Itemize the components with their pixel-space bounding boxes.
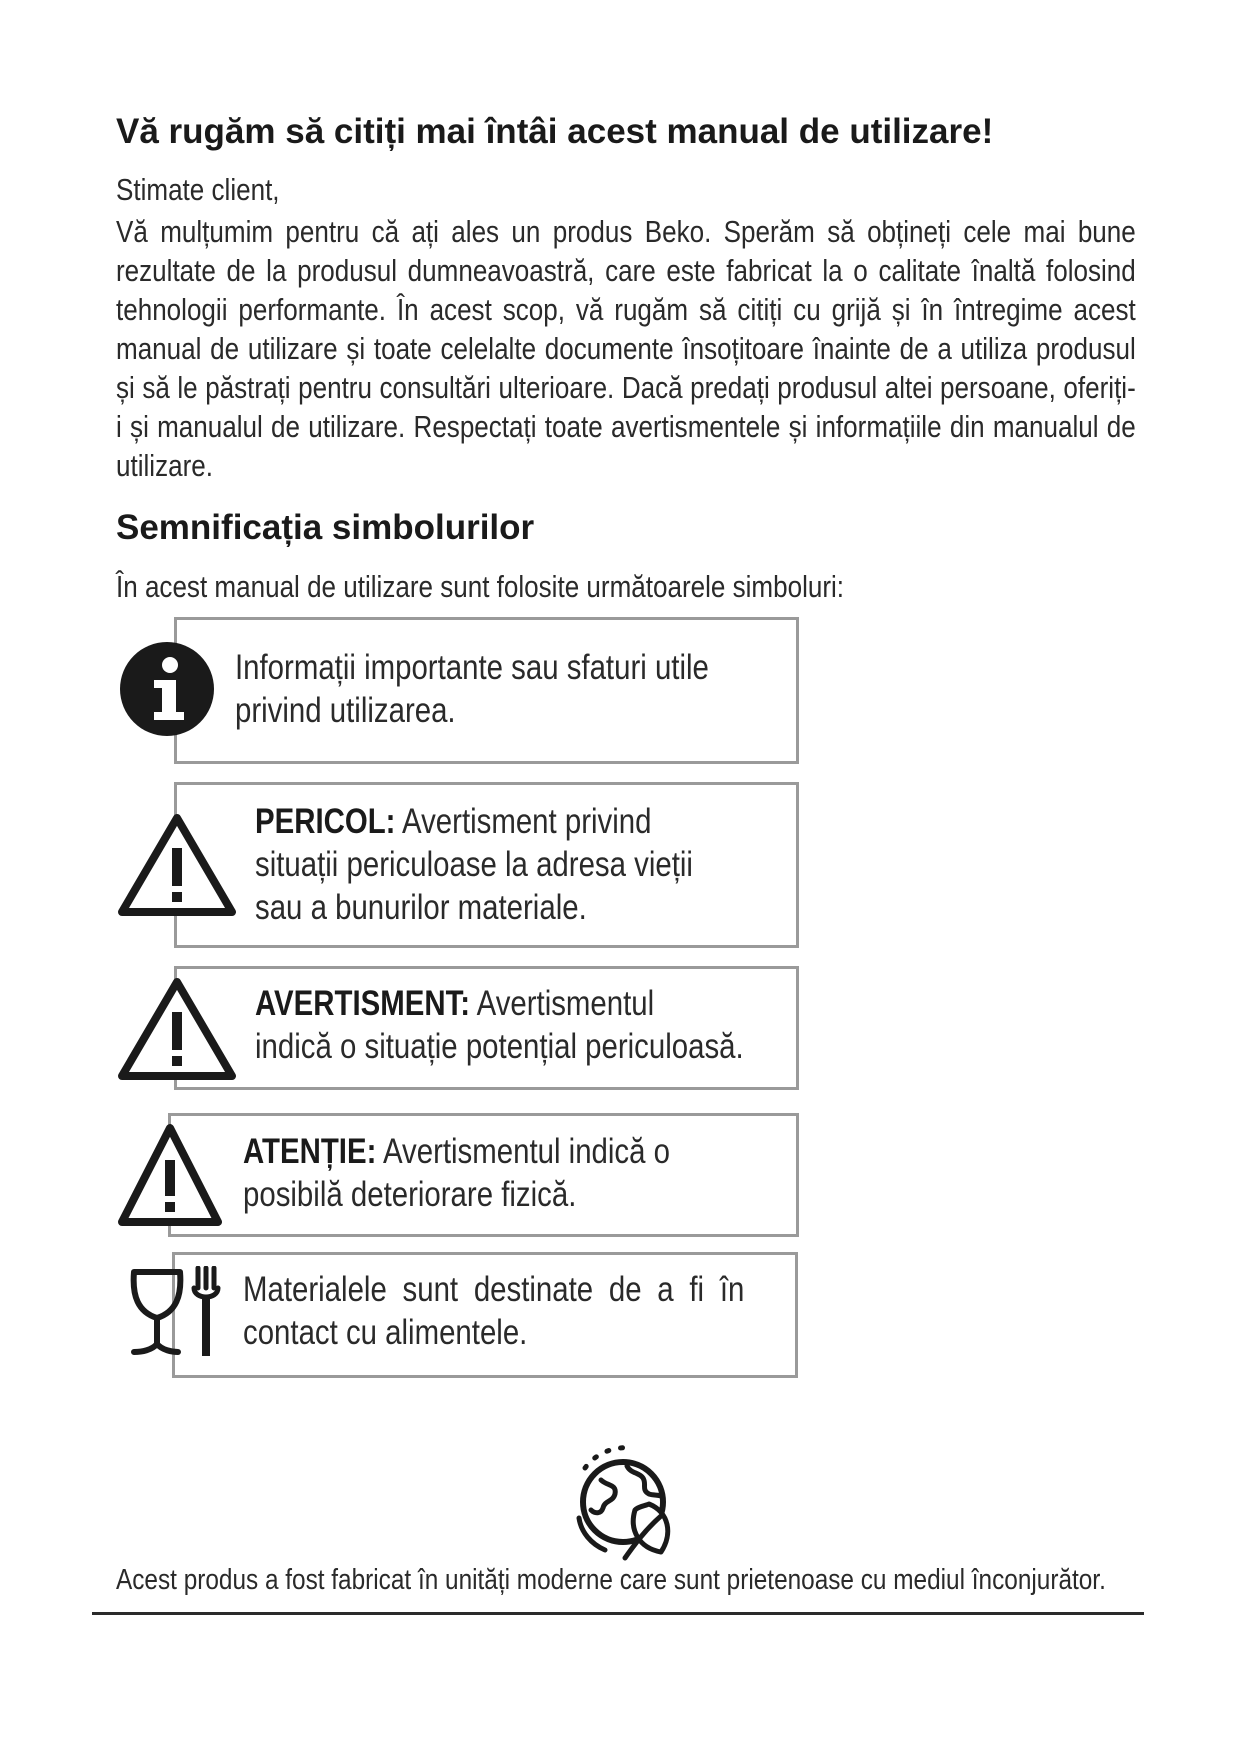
symbol-food-line2: contact cu alimentele.: [243, 1313, 528, 1352]
symbol-text-food: [243, 1268, 744, 1354]
footer-divider: [92, 1612, 1144, 1615]
symbol-caution-line1: Avertismentul indică o: [382, 1132, 671, 1171]
symbol-info-line2: privind utilizarea.: [235, 691, 456, 730]
symbol-info-line1: Informații importante sau sfaturi utile: [235, 648, 709, 687]
symbol-warning-line2: indică o situație potențial periculoasă.: [255, 1027, 744, 1066]
symbol-text-caution: [243, 1130, 670, 1216]
symbols-lead: În acest manual de utilizare sunt folosite următoarele simboluri:: [116, 569, 845, 604]
info-icon: [118, 640, 216, 738]
eco-globe-leaf-icon: [565, 1440, 685, 1565]
greeting: Stimate client,: [116, 172, 280, 207]
symbol-text-warning: [255, 982, 744, 1068]
symbol-danger-label: PERICOL:: [255, 802, 396, 841]
food-contact-icon: [128, 1266, 226, 1360]
warning-triangle-icon: [116, 1122, 224, 1230]
warning-triangle-icon: [116, 812, 238, 920]
symbol-text-danger: [255, 800, 693, 929]
symbol-warning-label: AVERTISMENT:: [255, 984, 471, 1023]
symbol-danger-line3: sau a bunurilor materiale.: [255, 888, 587, 927]
symbol-text-info: [235, 646, 709, 732]
intro-paragraph: [116, 212, 1136, 485]
symbol-caution-line2: posibilă deteriorare fizică.: [243, 1175, 577, 1214]
symbol-danger-line2: situații periculoase la adresa vieții: [255, 845, 693, 884]
symbol-warning-line1: Avertismentul: [476, 984, 655, 1023]
symbol-danger-line1: Avertisment privind: [402, 802, 652, 841]
symbol-food-line1: Materialele sunt destinate de a fi în: [243, 1270, 745, 1309]
symbol-caution-label: ATENȚIE:: [243, 1132, 377, 1171]
warning-triangle-icon: [116, 976, 238, 1084]
footer-eco-text: Acest produs a fost fabricat în unități moderne care sunt prietenoase cu mediul înconjurător.: [116, 1564, 1106, 1596]
page-title: Vă rugăm să citiți mai întâi acest manual de utilizare!: [116, 112, 994, 151]
symbols-heading: Semnificația simbolurilor: [116, 508, 535, 547]
intro-text: Vă mulțumim pentru că ați ales un produs Beko. Sperăm să obțineți cele mai bune rezultate de la produsul dumneavoastră, care este fabricat la o calitate înaltă folosind tehnologii performante. În acest scop, vă rugăm să citiți cu grijă și în întregime acest manual de utilizare și toate celelalte documente însoțitoare înainte de a utiliza produsul și să le păstrați pentru consultări ulterioare. Dacă predați produsul altei persoane, oferiți-i și manualul de utilizare. Respectați toate avertismentele și informațiile din manualul de utilizare.: [116, 214, 1136, 483]
